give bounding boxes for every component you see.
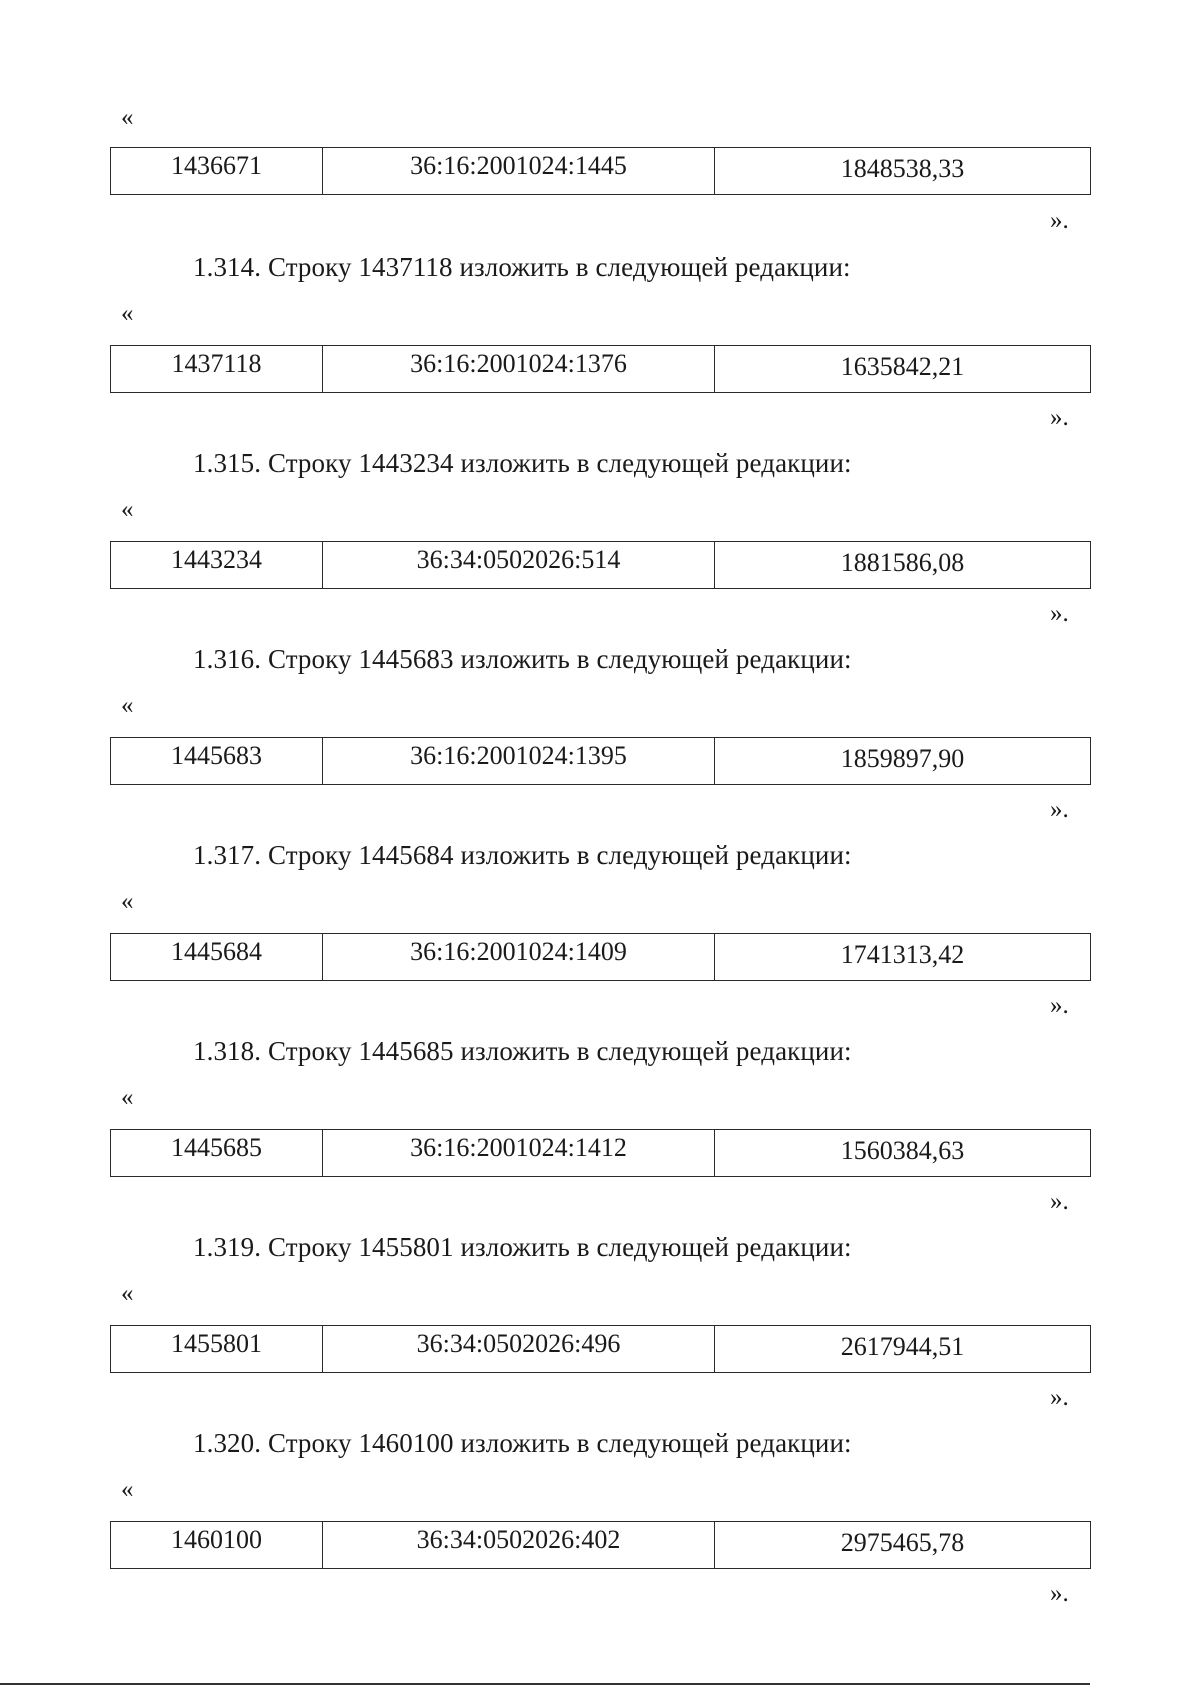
- entry-heading: 1.317. Строку 1445684 изложить в следующей редакции:: [193, 840, 852, 870]
- entry-block: [0, 447, 1200, 645]
- entry-table: [110, 147, 1091, 195]
- row-number-cell: 1445683: [111, 738, 323, 785]
- row-number-cell: 1455801: [111, 1326, 323, 1373]
- table-row: [111, 148, 1091, 195]
- table-row: [111, 1326, 1091, 1373]
- open-quote: «: [121, 1280, 134, 1307]
- entry-table: [110, 1325, 1091, 1373]
- entry-block: [0, 1231, 1200, 1429]
- table-row: [111, 1522, 1091, 1569]
- close-quote: ».: [1050, 796, 1069, 823]
- value-cell: 1741313,42: [715, 934, 1091, 981]
- entry-table: [110, 345, 1091, 393]
- close-quote: ».: [1050, 1188, 1069, 1215]
- close-quote: ».: [1050, 992, 1069, 1019]
- entry-heading: 1.320. Строку 1460100 изложить в следующей редакции:: [193, 1428, 852, 1458]
- open-quote: «: [121, 888, 134, 915]
- entry-heading: 1.318. Строку 1445685 изложить в следующей редакции:: [193, 1036, 852, 1066]
- entry-block: [0, 251, 1200, 449]
- close-quote: ».: [1050, 207, 1069, 234]
- cadastral-number-cell: 36:34:0502026:514: [323, 542, 715, 589]
- value-cell: 1881586,08: [715, 542, 1091, 589]
- row-number-cell: 1437118: [111, 346, 323, 393]
- entry-table: [110, 1521, 1091, 1569]
- table-row: [111, 934, 1091, 981]
- row-number-cell: 1445684: [111, 934, 323, 981]
- row-number-cell: 1436671: [111, 148, 323, 195]
- cadastral-number-cell: 36:16:2001024:1445: [323, 148, 715, 195]
- cadastral-number-cell: 36:16:2001024:1395: [323, 738, 715, 785]
- open-quote: «: [121, 300, 134, 327]
- cadastral-number-cell: 36:16:2001024:1412: [323, 1130, 715, 1177]
- value-cell: 1635842,21: [715, 346, 1091, 393]
- row-number-cell: 1460100: [111, 1522, 323, 1569]
- value-cell: 1560384,63: [715, 1130, 1091, 1177]
- table-row: [111, 346, 1091, 393]
- close-quote: ».: [1050, 600, 1069, 627]
- value-cell: 2975465,78: [715, 1522, 1091, 1569]
- entry-heading: 1.316. Строку 1445683 изложить в следующей редакции:: [193, 644, 852, 674]
- bottom-divider: [0, 1683, 1090, 1685]
- entry-block: [0, 839, 1200, 1037]
- row-number-cell: 1443234: [111, 542, 323, 589]
- open-quote: «: [121, 104, 134, 131]
- cadastral-number-cell: 36:16:2001024:1376: [323, 346, 715, 393]
- entry-table: [110, 737, 1091, 785]
- entry-heading: 1.315. Строку 1443234 изложить в следующей редакции:: [193, 448, 852, 478]
- entry-heading: 1.319. Строку 1455801 изложить в следующей редакции:: [193, 1232, 852, 1262]
- entry-table: [110, 933, 1091, 981]
- table-row: [111, 1130, 1091, 1177]
- value-cell: 1848538,33: [715, 148, 1091, 195]
- entry-block: [0, 1035, 1200, 1233]
- open-quote: «: [121, 1084, 134, 1111]
- cadastral-number-cell: 36:34:0502026:496: [323, 1326, 715, 1373]
- table-row: [111, 738, 1091, 785]
- value-cell: 2617944,51: [715, 1326, 1091, 1373]
- open-quote: «: [121, 1476, 134, 1503]
- table-row: [111, 542, 1091, 589]
- open-quote: «: [121, 692, 134, 719]
- entry-table: [110, 541, 1091, 589]
- close-quote: ».: [1050, 1580, 1069, 1607]
- entry-table: [110, 1129, 1091, 1177]
- cadastral-number-cell: 36:16:2001024:1409: [323, 934, 715, 981]
- close-quote: ».: [1050, 1384, 1069, 1411]
- row-number-cell: 1445685: [111, 1130, 323, 1177]
- entry-block: [0, 643, 1200, 841]
- open-quote: «: [121, 496, 134, 523]
- cadastral-number-cell: 36:34:0502026:402: [323, 1522, 715, 1569]
- value-cell: 1859897,90: [715, 738, 1091, 785]
- entry-block: [0, 1427, 1200, 1625]
- entry-heading: 1.314. Строку 1437118 изложить в следующей редакции:: [193, 252, 851, 282]
- close-quote: ».: [1050, 404, 1069, 431]
